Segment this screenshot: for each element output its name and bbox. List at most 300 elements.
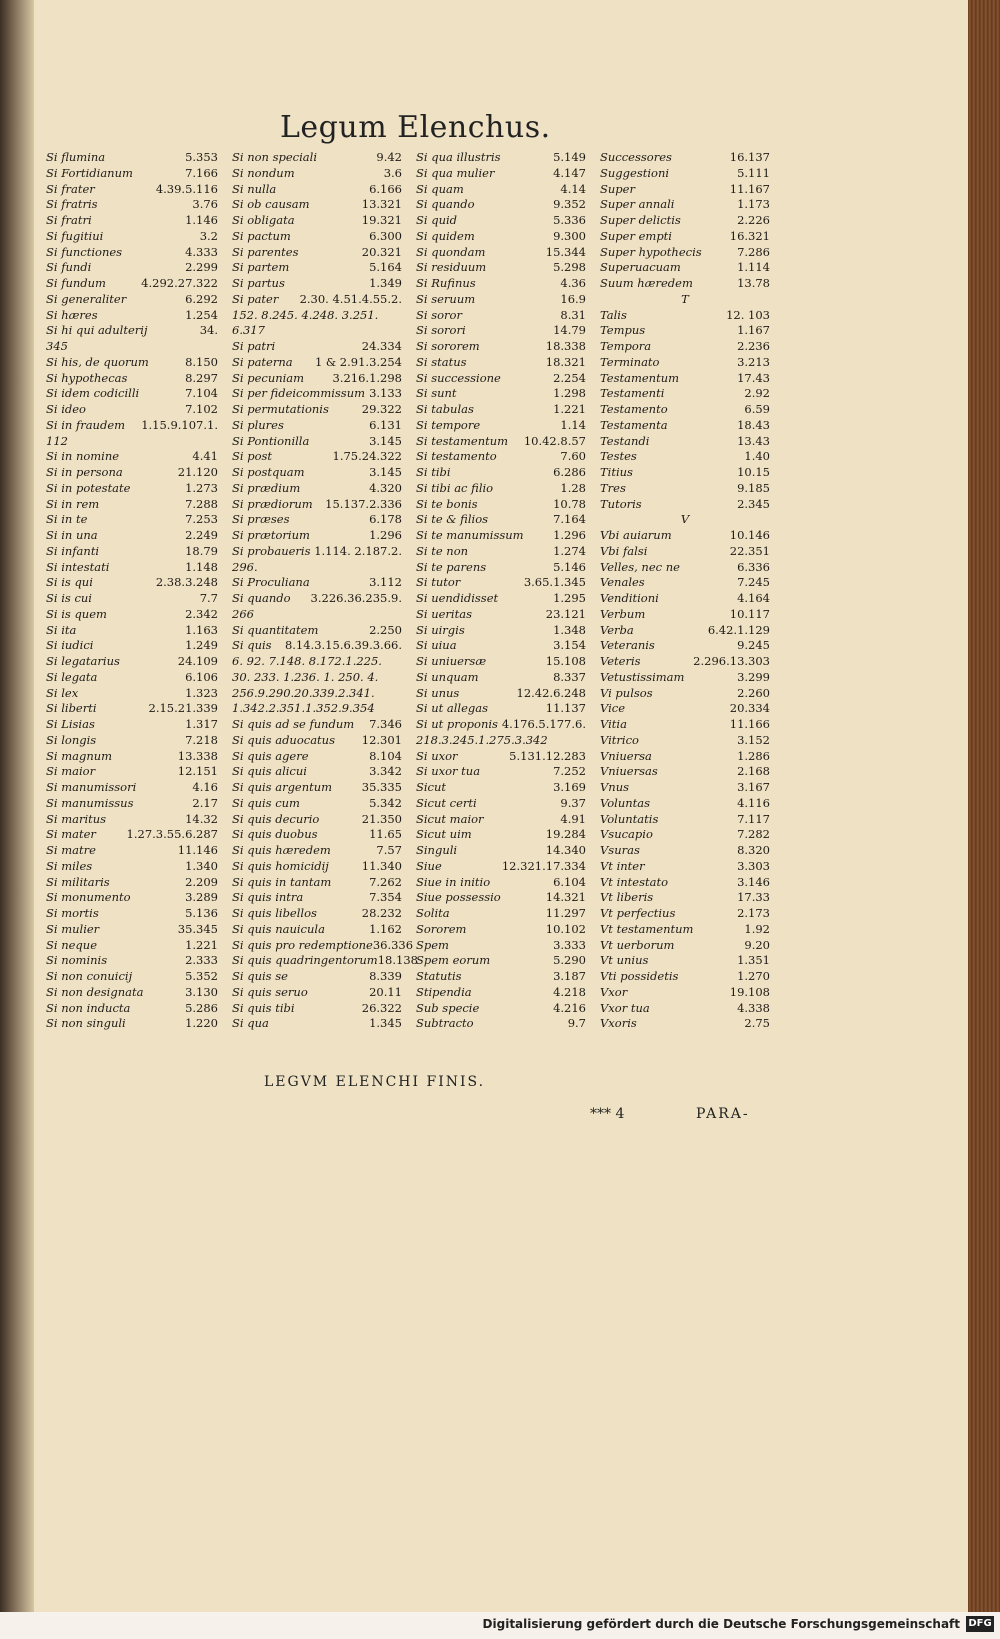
entry-reference: 1.295 <box>553 591 586 605</box>
index-entry <box>600 260 770 276</box>
entry-term: Si qua mulier <box>416 165 495 180</box>
entry-reference: 1.162 <box>369 921 402 936</box>
entry-reference: 3.154 <box>553 638 586 653</box>
entry-reference: 1.296 <box>369 528 402 542</box>
index-entry <box>600 481 770 497</box>
index-entry <box>600 733 770 749</box>
page-title: Legum Elenchus. <box>280 110 551 145</box>
index-entry <box>46 922 218 938</box>
entry-reference: 3.167 <box>737 780 770 794</box>
index-entry <box>46 481 218 497</box>
entry-term: Si te parens <box>416 559 487 574</box>
entry-term: Si probaueris <box>232 543 311 558</box>
entry-term: Si quis in tantam <box>232 874 332 889</box>
entry-term: Si generaliter <box>46 291 127 306</box>
entry-reference: 1.40 <box>744 449 770 464</box>
entry-term: Si te manumissum <box>416 528 524 542</box>
entry-term: Vetustissimam <box>600 669 685 684</box>
index-entry <box>232 418 402 434</box>
entry-reference: 10.102 <box>545 921 586 936</box>
signature-mark: *** 4 <box>590 1106 625 1122</box>
index-entry <box>416 292 586 308</box>
entry-term: Si functiones <box>46 244 123 259</box>
index-entry <box>416 150 586 166</box>
entry-reference: 5.131.12.283 <box>509 748 586 763</box>
entry-reference: 1.286 <box>737 748 770 763</box>
entry-term: Vi pulsos <box>600 685 653 700</box>
entry-reference: 9.245 <box>737 638 770 653</box>
entry-reference: 4.333 <box>185 244 218 259</box>
index-entry <box>600 1016 770 1032</box>
entry-reference: 2.296.13.303 <box>693 654 770 668</box>
index-entry <box>232 686 402 702</box>
entry-reference: 1.92 <box>744 921 770 936</box>
index-entry <box>600 953 770 969</box>
entry-term: Si fratri <box>46 213 92 227</box>
index-entry <box>232 733 402 749</box>
entry-reference: 9.185 <box>737 480 770 495</box>
index-entry <box>46 371 218 387</box>
entry-reference: 2.75 <box>744 1016 770 1031</box>
index-entry <box>416 607 586 623</box>
index-entry <box>600 906 770 922</box>
entry-reference: 15.137.2.336 <box>325 496 402 511</box>
entry-reference: 2.226 <box>737 213 770 227</box>
index-entry <box>232 859 402 875</box>
entry-term: Vsuras <box>600 843 640 857</box>
entry-reference: 3.130 <box>185 984 218 999</box>
entry-reference: 1.167 <box>737 323 770 338</box>
entry-reference: 6.106 <box>185 669 218 684</box>
entry-term: Vt intestato <box>600 874 669 889</box>
entry-reference: 1.254 <box>185 307 218 322</box>
index-entry <box>600 197 770 213</box>
entry-term: Si ut allegas <box>416 701 489 716</box>
index-entry <box>600 780 770 796</box>
index-entry <box>416 969 586 985</box>
entry-term: Si seruum <box>416 291 476 306</box>
index-entry <box>232 292 402 308</box>
entry-reference: 13.78 <box>737 276 770 290</box>
entry-reference: 28.232 <box>361 906 402 920</box>
entry-reference: 15.108 <box>545 654 586 668</box>
entry-term: Si in rem <box>46 496 100 511</box>
index-entry <box>416 465 586 481</box>
index-entry <box>46 575 218 591</box>
entry-term: Si quis alicui <box>232 764 307 779</box>
index-entry <box>46 323 218 339</box>
index-entry <box>600 796 770 812</box>
entry-term: Si in persona <box>46 465 123 479</box>
entry-reference: 29.322 <box>361 402 402 416</box>
index-entry <box>600 213 770 229</box>
entry-reference: 1.340 <box>185 858 218 873</box>
index-entry <box>232 812 402 828</box>
entry-term: Si sororem <box>416 339 480 353</box>
entry-term: Vice <box>600 701 626 716</box>
entry-term: Si fratris <box>46 197 98 212</box>
index-entry <box>416 827 586 843</box>
entry-term: Si quis tibi <box>232 1000 295 1015</box>
page-gutter <box>0 0 34 1612</box>
entry-reference: 34. <box>199 323 218 338</box>
entry-reference: 9.352 <box>553 197 586 212</box>
entry-reference: 9.37 <box>560 795 586 810</box>
entry-term: Si intestati <box>46 559 110 574</box>
entry-term: Vt inter <box>600 858 645 873</box>
entry-term: Stipendia <box>416 984 472 999</box>
index-entry <box>416 386 586 402</box>
entry-reference: 8.339 <box>369 969 402 983</box>
entry-term: Si successione <box>416 370 501 385</box>
index-entry <box>416 1001 586 1017</box>
index-entry <box>416 638 586 654</box>
index-entry <box>232 481 402 497</box>
entry-reference: 12.151 <box>177 764 218 779</box>
index-entry <box>416 859 586 875</box>
entry-reference: 6.292 <box>185 291 218 306</box>
entry-term: Testes <box>600 449 637 464</box>
footer-credit: Digitalisierung gefördert durch die Deutsche Forschungsgemeinschaft <box>482 1617 960 1631</box>
entry-term: Si in te <box>46 512 88 527</box>
entry-term: Statutis <box>416 969 462 983</box>
entry-reference: 7.218 <box>185 732 218 747</box>
entry-term: Vnus <box>600 780 630 794</box>
entry-term: Si in potestate <box>46 480 131 495</box>
index-entry <box>600 560 770 576</box>
entry-term: Vt uerborum <box>600 937 675 952</box>
index-entry <box>416 418 586 434</box>
entry-reference: 7.346 <box>369 717 402 731</box>
index-entry <box>232 182 402 198</box>
entry-term: Si neque <box>46 937 97 952</box>
index-entry <box>416 812 586 828</box>
index-entry <box>46 812 218 828</box>
entry-reference: 1.348 <box>553 622 586 637</box>
entry-reference: 21.120 <box>177 465 218 479</box>
index-entry <box>416 764 586 780</box>
index-entry <box>232 245 402 261</box>
entry-reference: 2.299 <box>185 260 218 275</box>
entry-reference: 8.31 <box>560 307 586 322</box>
entry-reference: 1.296 <box>553 528 586 542</box>
index-entry <box>600 938 770 954</box>
entry-term: Si status <box>416 354 467 369</box>
entry-reference: 1.317 <box>185 717 218 731</box>
entry-reference: 11.297 <box>545 906 586 920</box>
entry-term: 30. 233. 1.236. 1. 250. 4. <box>232 669 379 684</box>
index-entry <box>600 528 770 544</box>
entry-reference: 6.131 <box>369 417 402 432</box>
entry-term: Si prædiorum <box>232 496 313 511</box>
index-entry <box>416 229 586 245</box>
index-entry <box>416 166 586 182</box>
entry-reference: 1.349 <box>369 276 402 290</box>
index-entry <box>416 953 586 969</box>
index-entry <box>46 733 218 749</box>
index-entry <box>600 623 770 639</box>
entry-term: 6. 92. 7.148. 8.172.1.225. <box>232 654 382 668</box>
entry-reference: 8.297 <box>185 370 218 385</box>
entry-term: 266 <box>232 606 254 621</box>
entry-reference: 7.164 <box>553 512 586 527</box>
entry-reference: 7.117 <box>737 811 770 826</box>
entry-term: Si quis aduocatus <box>232 732 335 747</box>
index-entry <box>600 670 770 686</box>
entry-term: Si fugitiui <box>46 228 104 243</box>
index-entry <box>600 386 770 402</box>
entry-term: Veteranis <box>600 638 655 653</box>
index-entry <box>46 229 218 245</box>
index-entry <box>416 497 586 513</box>
entry-term: Super empti <box>600 228 672 243</box>
entry-reference: 35.335 <box>361 780 402 794</box>
index-entry <box>232 355 402 371</box>
entry-term: 152. 8.245. 4.248. 3.251. <box>232 307 379 322</box>
entry-term: Si ob causam <box>232 197 310 212</box>
entry-term: 112 <box>46 433 68 448</box>
index-entry <box>416 623 586 639</box>
entry-reference: 22.351 <box>729 543 770 558</box>
entry-term: Si mulier <box>46 921 100 936</box>
index-entry <box>416 906 586 922</box>
entry-reference: 1.274 <box>553 543 586 558</box>
entry-term: Si in nomine <box>46 449 120 464</box>
index-entry <box>232 969 402 985</box>
index-entry <box>600 812 770 828</box>
entry-term: Si nominis <box>46 953 108 968</box>
entry-reference: 17.43 <box>737 370 770 385</box>
entry-term: Si liberti <box>46 701 97 716</box>
entry-term: Si tibi ac filio <box>416 480 494 495</box>
entry-reference: 3.2 <box>199 228 218 243</box>
footer-bar <box>0 1612 1000 1639</box>
index-entry <box>600 276 770 292</box>
index-entry <box>46 938 218 954</box>
index-entry <box>600 654 770 670</box>
entry-term: Venales <box>600 575 645 590</box>
entry-reference: 11.340 <box>361 858 402 873</box>
entry-reference: 12. 103 <box>726 307 770 322</box>
entry-reference: 8.104 <box>369 748 402 763</box>
index-entry <box>416 796 586 812</box>
entry-reference: 10.146 <box>729 528 770 542</box>
entry-reference: 1.148 <box>185 559 218 574</box>
entry-term: Super annali <box>600 197 675 212</box>
entry-term: Si quis argentum <box>232 780 333 794</box>
index-entry <box>232 497 402 513</box>
entry-reference: 5.286 <box>185 1000 218 1015</box>
entry-reference: 13.321 <box>361 197 402 212</box>
entry-term: Spem eorum <box>416 953 491 968</box>
entry-reference: 8.337 <box>553 669 586 684</box>
entry-reference: 19.321 <box>361 213 402 227</box>
entry-term: Si per fideicommissum <box>232 386 366 401</box>
entry-term: Si quis intra <box>232 890 304 905</box>
entry-term: Si qua <box>232 1016 269 1031</box>
entry-term: Si patri <box>232 339 276 353</box>
entry-reference: 19.108 <box>729 984 770 999</box>
entry-term: Vxor tua <box>600 1000 650 1015</box>
entry-term: Vbi auiarum <box>600 528 672 542</box>
index-entry <box>600 418 770 434</box>
index-entry <box>416 701 586 717</box>
index-entry <box>232 890 402 906</box>
entry-term: Vbi falsi <box>600 543 648 558</box>
index-entry <box>600 402 770 418</box>
entry-term: Si tempore <box>416 417 481 432</box>
entry-reference: 13.43 <box>737 433 770 448</box>
entry-term: Superuacuam <box>600 260 681 275</box>
entry-reference: 18.43 <box>737 417 770 432</box>
entry-reference: 7.262 <box>369 874 402 889</box>
index-entry <box>46 276 218 292</box>
entry-reference: 1.28 <box>560 480 586 495</box>
entry-term: Si nondum <box>232 165 295 180</box>
index-entry <box>46 150 218 166</box>
index-entry <box>600 166 770 182</box>
entry-reference: 21.350 <box>361 811 402 826</box>
entry-term: Vt perfectius <box>600 906 676 920</box>
index-entry <box>46 827 218 843</box>
entry-reference: 3.333 <box>553 937 586 952</box>
entry-reference: 4.216 <box>553 1000 586 1015</box>
index-entry <box>416 591 586 607</box>
entry-term: T <box>681 291 689 306</box>
index-entry <box>416 780 586 796</box>
entry-reference: 10.42.8.57 <box>523 433 586 448</box>
entry-term: Vniuersa <box>600 748 652 763</box>
entry-term: Si quis duobus <box>232 827 318 842</box>
entry-term: Si miles <box>46 858 93 873</box>
entry-reference: 18.321 <box>545 354 586 369</box>
entry-term: Sicut <box>416 780 447 794</box>
entry-reference: 2.38.3.248 <box>155 575 218 590</box>
entry-reference: 4.320 <box>369 480 402 495</box>
entry-reference: 5.336 <box>553 213 586 227</box>
index-entry <box>232 875 402 891</box>
entry-term: Si te non <box>416 543 469 558</box>
index-entry <box>232 434 402 450</box>
entry-reference: 3.299 <box>737 669 770 684</box>
index-column-3 <box>416 150 586 1032</box>
entry-term: Si quis seruo <box>232 984 308 999</box>
entry-term: Si tabulas <box>416 402 474 416</box>
entry-reference: 6.178 <box>369 512 402 527</box>
entry-reference: 7.288 <box>185 496 218 511</box>
entry-reference: 4.292.27.322 <box>141 276 218 290</box>
entry-term: Voluntas <box>600 795 651 810</box>
entry-term: Vt liberis <box>600 890 654 905</box>
index-entry <box>416 528 586 544</box>
entry-term: Si matre <box>46 843 96 857</box>
entry-reference: 4.91 <box>560 811 586 826</box>
index-entry <box>416 371 586 387</box>
index-entry <box>46 434 218 450</box>
index-entry <box>232 623 402 639</box>
entry-reference: 9.7 <box>567 1016 586 1031</box>
index-entry <box>416 308 586 324</box>
entry-reference: 2.92 <box>744 386 770 401</box>
entry-reference: 26.322 <box>361 1000 402 1015</box>
index-entry <box>600 607 770 623</box>
index-entry <box>600 245 770 261</box>
entry-term: Si lex <box>46 685 79 700</box>
entry-reference: 14.340 <box>545 843 586 857</box>
entry-term: Si magnum <box>46 748 113 763</box>
index-entry <box>232 1001 402 1017</box>
index-entry <box>46 859 218 875</box>
entry-term: Si quando <box>416 197 475 212</box>
index-entry <box>232 764 402 780</box>
entry-reference: 2.168 <box>737 764 770 779</box>
index-entry <box>232 638 402 654</box>
entry-reference: 11.65 <box>369 827 402 842</box>
entry-reference: 3.76 <box>192 197 218 212</box>
entry-term: Sicut maior <box>416 811 484 826</box>
entry-reference: 4.41 <box>192 449 218 464</box>
index-entry <box>600 827 770 843</box>
index-entry <box>232 150 402 166</box>
index-entry <box>46 638 218 654</box>
entry-term: Si postquam <box>232 465 305 479</box>
entry-reference: 10.78 <box>553 496 586 511</box>
entry-term: Sicut certi <box>416 795 477 810</box>
entry-reference: 7.7 <box>199 591 218 605</box>
index-entry <box>600 544 770 560</box>
entry-term: Si prætorium <box>232 528 310 542</box>
entry-term: Si uiua <box>416 638 457 653</box>
index-entry <box>600 638 770 654</box>
entry-reference: 4.14 <box>560 181 586 196</box>
entry-term: Si ut proponis <box>416 717 498 731</box>
entry-reference: 3.303 <box>737 858 770 873</box>
entry-term: Si uendidisset <box>416 591 499 605</box>
entry-term: Sicut uim <box>416 827 472 842</box>
index-entry <box>416 575 586 591</box>
entry-reference: 2.254 <box>553 370 586 385</box>
entry-reference: 9.20 <box>744 937 770 952</box>
index-entry <box>600 229 770 245</box>
index-entry <box>46 402 218 418</box>
entry-term: V <box>680 512 690 527</box>
entry-reference: 5.136 <box>185 906 218 920</box>
section-letter <box>600 512 770 528</box>
entry-term: Si non singuli <box>46 1016 126 1031</box>
index-entry <box>46 780 218 796</box>
index-entry <box>416 717 586 733</box>
index-entry <box>46 749 218 765</box>
entry-term: Si flumina <box>46 150 106 164</box>
entry-term: Si permutationis <box>232 402 329 416</box>
entry-reference: 8.320 <box>737 843 770 857</box>
entry-reference: 3.216.1.298 <box>332 370 402 385</box>
entry-reference: 3.112 <box>369 575 402 590</box>
entry-term: Si Pontionilla <box>232 433 310 448</box>
index-entry <box>416 875 586 891</box>
entry-term: Subtracto <box>416 1016 474 1031</box>
index-entry <box>46 796 218 812</box>
entry-reference: 1.221 <box>185 937 218 952</box>
entry-term: Singuli <box>416 843 458 857</box>
index-entry <box>600 449 770 465</box>
index-entry <box>416 434 586 450</box>
entry-term: Super <box>600 181 635 196</box>
index-entry <box>600 575 770 591</box>
entry-reference: 24.109 <box>177 654 218 668</box>
entry-reference: 3.146 <box>737 874 770 889</box>
entry-term: Si hypothecas <box>46 370 128 385</box>
